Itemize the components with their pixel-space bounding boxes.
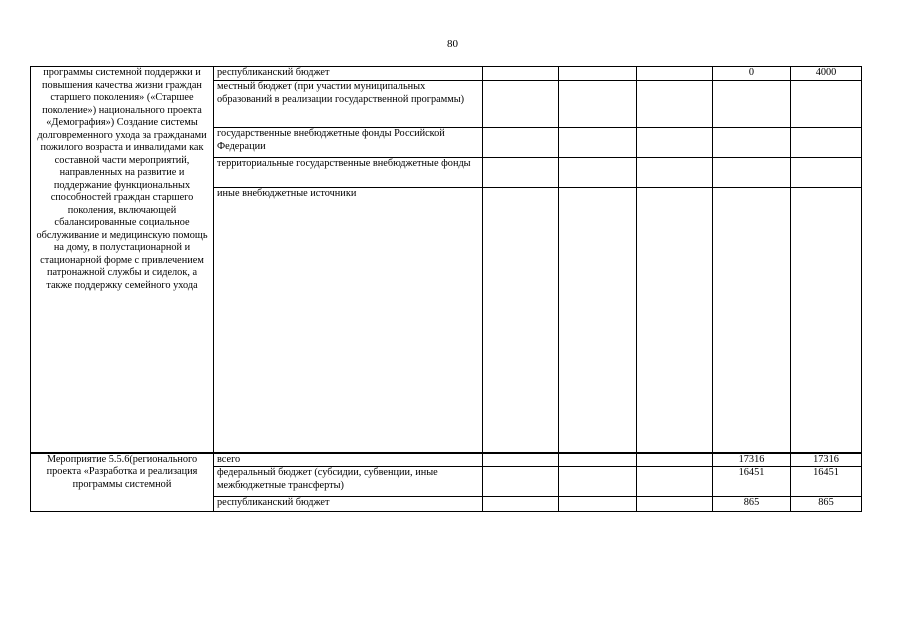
activity-description: программы системной поддержки и повышения качества жизни граждан старшего поколения» («Старшее поколение») национального проекта «Демография») Создание системы долговременного ухода за гражданами пожилого возраста и инвалидами как составной части мероприятий, направленных на развитие и поддержание функциональных способностей граждан старшего поколения, включающей сбалансированные социальное обслуживание и медицинскую помощь на дому, в полустационарной и стационарной форме с привлечением патронажной службы и сиделок, а также поддержку семейного ухода (31, 67, 214, 453)
funding-source: территориальные государственные внебюджетные фонды (214, 158, 483, 188)
value-cell: 17316 (791, 453, 862, 467)
value-cell (483, 67, 559, 81)
value-cell (559, 81, 637, 128)
value-cell: 865 (791, 497, 862, 512)
value-cell (637, 81, 713, 128)
value-cell (559, 453, 637, 467)
value-cell: 16451 (713, 467, 791, 497)
value-cell (637, 467, 713, 497)
value-cell (559, 158, 637, 188)
value-cell (791, 81, 862, 128)
value-cell (637, 158, 713, 188)
page-number: 80 (447, 38, 458, 50)
value-cell (483, 453, 559, 467)
value-cell (637, 453, 713, 467)
funding-source: федеральный бюджет (субсидии, субвенции, иные межбюджетные трансферты) (214, 467, 483, 497)
value-cell: 865 (713, 497, 791, 512)
value-cell (559, 128, 637, 158)
value-cell: 17316 (713, 453, 791, 467)
value-cell (483, 81, 559, 128)
value-cell (637, 497, 713, 512)
value-cell (637, 67, 713, 81)
value-cell (713, 81, 791, 128)
value-cell (483, 128, 559, 158)
value-cell (483, 497, 559, 512)
funding-source: республиканский бюджет (214, 67, 483, 81)
value-cell (791, 158, 862, 188)
funding-source: государственные внебюджетные фонды Российской Федерации (214, 128, 483, 158)
value-cell (791, 188, 862, 453)
value-cell: 16451 (791, 467, 862, 497)
value-cell (559, 497, 637, 512)
funding-source: республиканский бюджет (214, 497, 483, 512)
value-cell: 0 (713, 67, 791, 81)
value-cell (637, 188, 713, 453)
budget-table (30, 66, 862, 512)
value-cell (713, 158, 791, 188)
table-row (31, 453, 862, 467)
value-cell (713, 188, 791, 453)
value-cell: 4000 (791, 67, 862, 81)
value-cell (559, 467, 637, 497)
value-cell (483, 158, 559, 188)
value-cell (483, 467, 559, 497)
value-cell (637, 128, 713, 158)
value-cell (791, 128, 862, 158)
funding-source: местный бюджет (при участии муниципальных образований в реализации государственной программы) (214, 81, 483, 128)
value-cell (559, 188, 637, 453)
value-cell (559, 67, 637, 81)
activity-description: Мероприятие 5.5.6(регионального проекта «Разработка и реализация программы системной (31, 453, 214, 512)
value-cell (483, 188, 559, 453)
table-row (31, 67, 862, 81)
value-cell (713, 128, 791, 158)
funding-source: иные внебюджетные источники (214, 188, 483, 453)
funding-source: всего (214, 453, 483, 467)
